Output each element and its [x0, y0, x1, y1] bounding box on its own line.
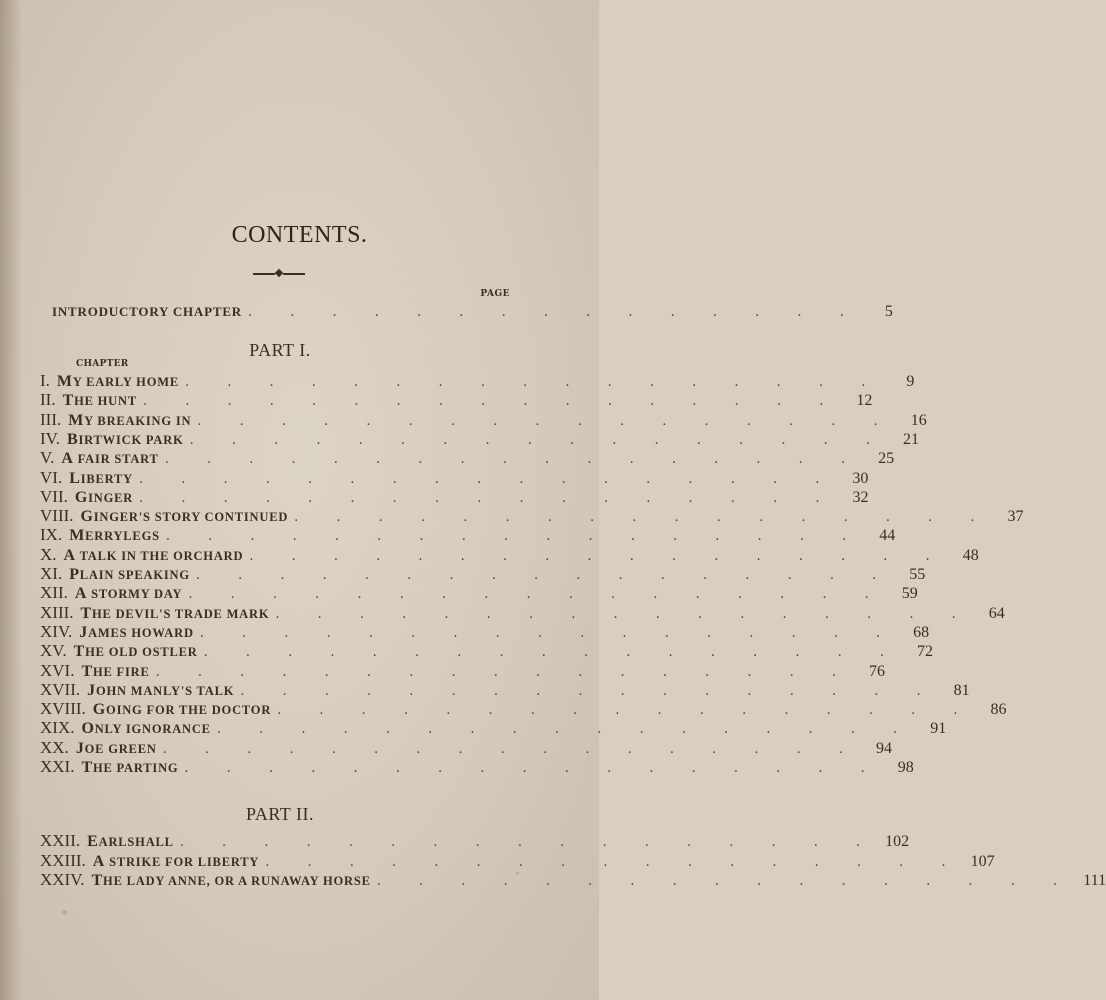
chapter-page: 59: [901, 585, 918, 603]
intro-title: INTRODUCTORY CHAPTER: [52, 304, 242, 319]
chapter-page: 32: [852, 488, 869, 506]
toc-entry[interactable]: [40, 870, 1106, 889]
chapter-title: THE LADY ANNE, OR A RUNAWAY HORSE: [91, 872, 371, 889]
chapter-title: EARLSHALL: [87, 833, 174, 850]
dot-leader: . . . . . . . . . . . . . . . . .: [179, 835, 878, 850]
toc-entry[interactable]: [40, 506, 1024, 526]
ornament-divider: [253, 268, 305, 280]
dot-leader: . . . . . . . . . . . . . . . . .: [189, 432, 887, 448]
dot-leader: . . . . . . . . . . . . . . . . .: [162, 741, 861, 757]
chapter-title: MY EARLY HOME: [56, 373, 179, 390]
part-one-title: PART I.: [249, 340, 311, 360]
dot-leader: . . . . . . . . . . . . . . . . .: [139, 490, 837, 506]
chapter-number: XVIII.: [40, 699, 86, 719]
toc-entry[interactable]: [40, 641, 933, 661]
chapter-number: XI.: [40, 564, 63, 583]
toc-entry[interactable]: [40, 525, 896, 545]
toc-entry[interactable]: [40, 718, 947, 738]
chapter-page: 64: [988, 604, 1005, 622]
paper-speck: [62, 910, 67, 915]
dot-leader: . . . . . . . . . . . . . . . . .: [277, 703, 975, 719]
chapter-title: THE HUNT: [62, 392, 137, 410]
chapter-number: IX.: [40, 525, 63, 545]
toc-entry[interactable]: [40, 660, 885, 680]
dot-leader: . . . . . . . . . . . . . . . . .: [249, 548, 947, 564]
page-column-label: PAGE: [480, 289, 510, 299]
toc-entry[interactable]: [40, 621, 930, 641]
chapter-page: 37: [1007, 508, 1024, 526]
chapter-title: A STORMY DAY: [74, 585, 183, 603]
chapter-number: XII.: [40, 583, 68, 603]
chapter-number: I.: [40, 371, 50, 390]
chapter-page: 86: [990, 701, 1007, 719]
chapter-title: JOHN MANLY'S TALK: [87, 681, 235, 699]
chapter-number: XXIV.: [40, 870, 85, 889]
chapter-number: XVII.: [40, 679, 81, 699]
dot-leader: . . . . . . . . . . . . . . . . .: [376, 874, 1075, 889]
toc-entry[interactable]: [40, 390, 873, 410]
chapter-page: 91: [930, 720, 947, 738]
chapter-number: XXI.: [40, 757, 75, 776]
chapter-page: 30: [852, 469, 869, 487]
dot-leader: . . . . . . . . . . . . . . . . .: [184, 375, 883, 390]
chapter-page: 94: [876, 739, 893, 757]
dot-leader: . . . . . . . . . . . . . . . . .: [184, 761, 882, 776]
chapter-title: THE FIRE: [81, 662, 150, 680]
chapter-title: MY BREAKING IN: [68, 411, 192, 429]
toc-entry[interactable]: [40, 602, 1005, 622]
chapter-page: 12: [856, 392, 873, 410]
chapter-number: XX.: [40, 737, 69, 757]
chapter-page: 102: [885, 833, 910, 850]
toc-entry[interactable]: [40, 544, 979, 564]
chapter-title: LIBERTY: [69, 469, 133, 487]
dot-leader: . . . . . . . . . . . . . . . . .: [275, 606, 973, 622]
chapter-number: III.: [40, 409, 62, 429]
chapter-number: VII.: [40, 486, 68, 506]
toc-entry[interactable]: [40, 583, 918, 603]
chapter-page: 44: [879, 527, 896, 545]
chapter-page: 81: [953, 681, 970, 699]
chapter-title: GINGER'S STORY CONTINUED: [80, 508, 289, 526]
chapter-title: GOING FOR THE DOCTOR: [92, 701, 272, 719]
spine-shadow: [0, 0, 22, 1000]
dot-leader: . . . . . . . . . . . . . . . . .: [165, 529, 864, 545]
chapter-page: 9: [906, 373, 915, 390]
chapter-page: 111: [1083, 872, 1106, 889]
part-two-title: PART II.: [246, 804, 314, 824]
chapter-number: XVI.: [40, 660, 75, 680]
chapter-page: 55: [909, 566, 926, 583]
dot-leader: . . . . . . . . . . . . . . . . .: [138, 471, 837, 487]
toc-entry[interactable]: [40, 428, 919, 448]
dot-leader: . . . . . . . . . . . . . . . . .: [197, 413, 895, 429]
chapter-page: 107: [970, 852, 995, 870]
chapter-title: JOE GREEN: [75, 739, 157, 757]
toc-entry[interactable]: [40, 409, 927, 429]
chapter-number: XIII.: [40, 602, 74, 622]
toc-entry[interactable]: [40, 467, 869, 487]
chapter-number: IV.: [40, 428, 60, 448]
dot-leader: . . . . . . . . . . . . . . . . .: [203, 645, 901, 661]
contents-heading: CONTENTS.: [231, 222, 368, 248]
dot-leader: . . . . . . . . . . . . . . . . .: [240, 683, 938, 699]
dot-leader: . . . . . . . . . . . . . . . . .: [216, 722, 915, 738]
chapter-page: 48: [962, 546, 979, 564]
toc-entry[interactable]: [40, 679, 970, 699]
dot-leader: . . . . . . . . . . . . . . .: [247, 305, 861, 320]
chapter-number: V.: [40, 448, 55, 468]
intro-entry[interactable]: [52, 303, 893, 323]
chapter-title: THE DEVIL'S TRADE MARK: [80, 604, 270, 622]
toc-entry[interactable]: [40, 564, 926, 583]
chapter-number: II.: [40, 390, 56, 410]
chapter-page: 21: [902, 430, 919, 448]
chapter-title: A TALK IN THE ORCHARD: [63, 546, 244, 564]
chapter-page: 98: [897, 759, 914, 776]
chapter-title: BIRTWICK PARK: [67, 430, 184, 448]
dot-leader: . . . . . . . . . . . . . . . . .: [155, 664, 853, 680]
chapter-title: JAMES HOWARD: [79, 623, 194, 641]
chapter-title: GINGER: [74, 488, 134, 506]
chapter-title: THE PARTING: [81, 759, 179, 776]
toc-entry[interactable]: [40, 831, 910, 850]
dot-leader: . . . . . . . . . . . . . . . . .: [265, 854, 963, 870]
dot-leader: . . . . . . . . . . . . . . . . .: [199, 625, 898, 641]
chapter-number: VI.: [40, 467, 63, 487]
chapter-column-label: CHAPTER: [76, 359, 129, 369]
intro-page: 5: [884, 303, 893, 320]
toc-entry[interactable]: [40, 757, 914, 776]
dot-leader: . . . . . . . . . . . . . . . . .: [294, 510, 992, 526]
chapter-number: XV.: [40, 641, 67, 661]
toc-entry[interactable]: [40, 850, 995, 870]
chapter-page: 72: [917, 643, 933, 661]
dot-leader: . . . . . . . . . . . . . . . . .: [142, 394, 841, 410]
chapter-title: A STRIKE FOR LIBERTY: [92, 852, 260, 870]
chapter-page: 76: [868, 662, 885, 680]
dot-leader: . . . . . . . . . . . . . . . . .: [195, 568, 894, 583]
chapter-title: MERRYLEGS: [69, 527, 160, 545]
chapter-title: A FAIR START: [61, 450, 159, 468]
chapter-number: XIX.: [40, 718, 75, 738]
chapter-title: PLAIN SPEAKING: [69, 566, 190, 583]
toc-entry[interactable]: [40, 486, 869, 506]
toc-entry[interactable]: [40, 371, 915, 390]
chapter-number: XXIII.: [40, 850, 86, 870]
chapter-title: ONLY IGNORANCE: [81, 720, 211, 738]
toc-entry[interactable]: [40, 737, 893, 757]
dot-leader: . . . . . . . . . . . . . . . . .: [164, 452, 863, 468]
dot-leader: . . . . . . . . . . . . . . . . .: [188, 587, 886, 603]
chapter-title: THE OLD OSTLER: [73, 643, 198, 661]
chapter-number: XIV.: [40, 621, 73, 641]
toc-entry[interactable]: [40, 448, 895, 468]
chapter-page: 68: [913, 623, 930, 641]
chapter-number: X.: [40, 544, 57, 564]
chapter-page: 25: [878, 450, 895, 468]
chapter-number: XXII.: [40, 831, 81, 850]
toc-entry[interactable]: [40, 699, 1007, 719]
chapter-page: 16: [910, 411, 927, 429]
chapter-number: VIII.: [40, 506, 74, 526]
